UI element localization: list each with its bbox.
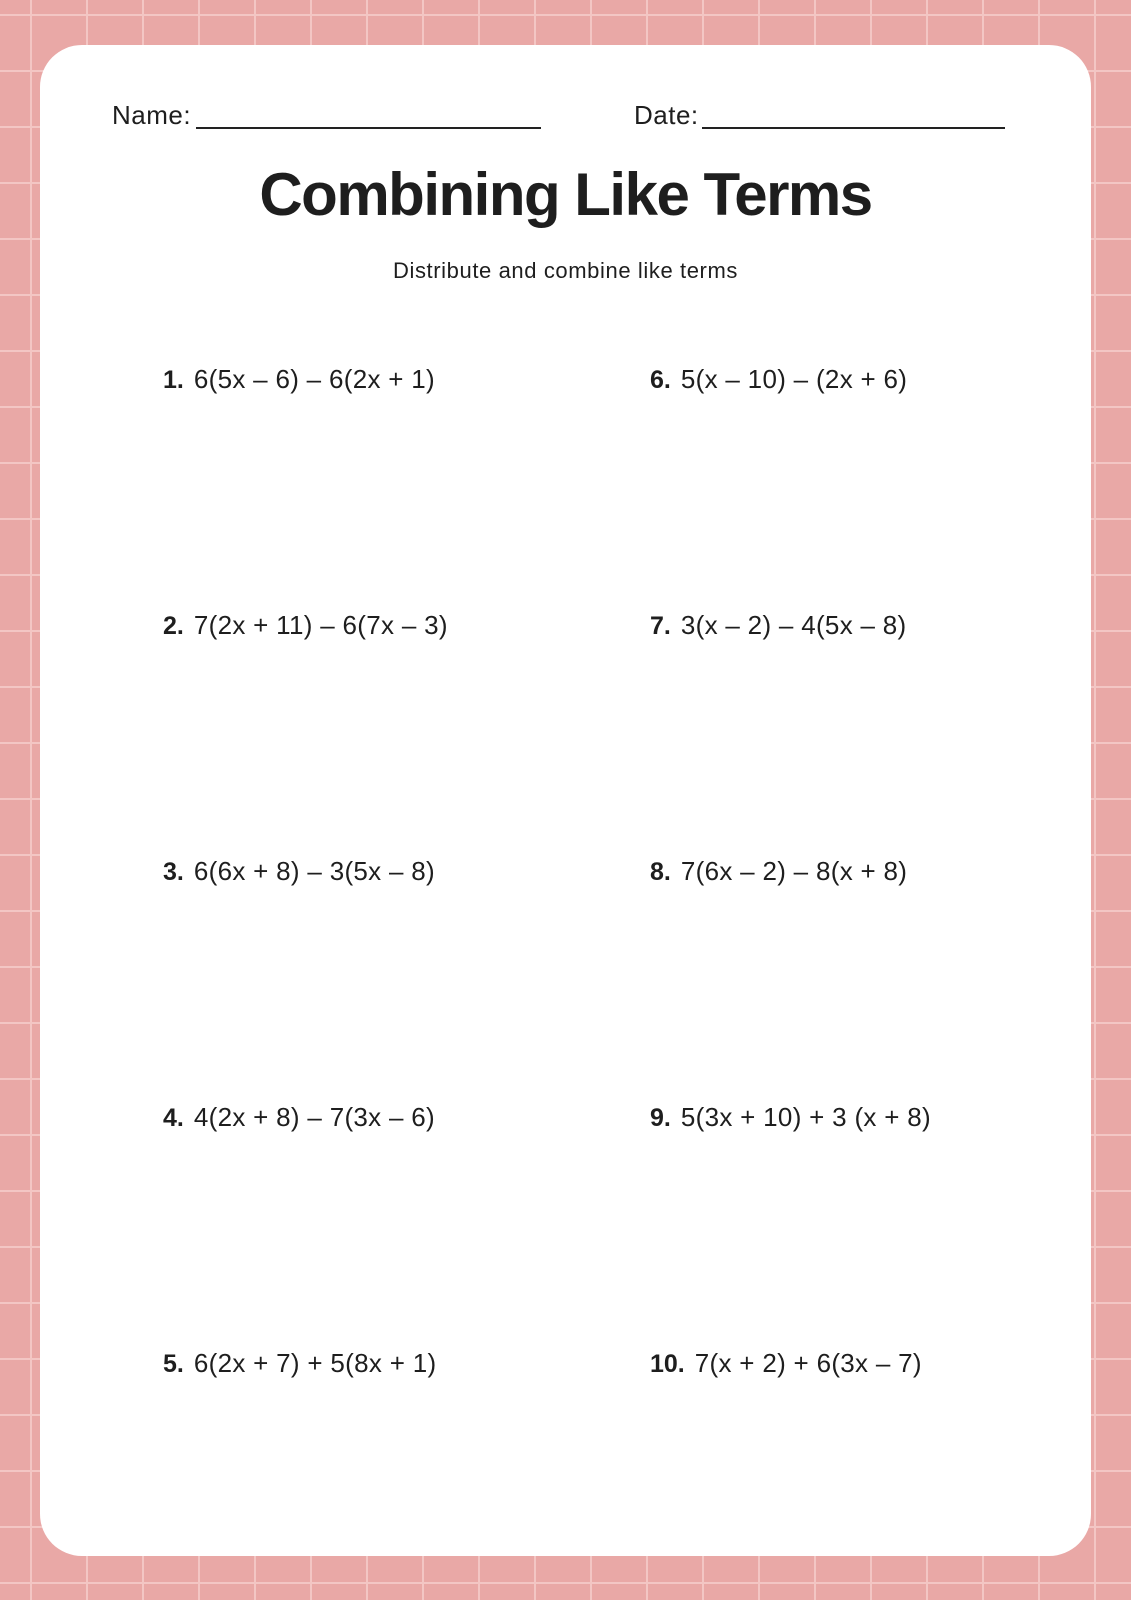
problem-expression: 6(2x + 7) + 5(8x + 1) bbox=[193, 1348, 437, 1378]
problem-item-1 bbox=[163, 364, 435, 395]
worksheet-subtitle: Distribute and combine like terms bbox=[392, 258, 739, 283]
worksheet-title: Combining Like Terms bbox=[259, 161, 872, 228]
problem-expression: 7(x + 2) + 6(3x – 7) bbox=[694, 1348, 922, 1378]
name-label: Name: bbox=[112, 100, 192, 130]
problem-number: 10. bbox=[650, 1350, 685, 1378]
problem-item-3 bbox=[163, 856, 435, 887]
problem-expression: 7(6x – 2) – 8(x + 8) bbox=[680, 856, 908, 886]
problem-expression: 7(2x + 11) – 6(7x – 3) bbox=[193, 610, 448, 640]
problem-expression: 6(5x – 6) – 6(2x + 1) bbox=[193, 364, 435, 394]
problem-number: 7. bbox=[650, 612, 671, 640]
problem-number: 2. bbox=[163, 612, 184, 640]
problem-number: 5. bbox=[163, 1350, 184, 1378]
problem-expression: 4(2x + 8) – 7(3x – 6) bbox=[193, 1102, 435, 1132]
problem-item-7 bbox=[650, 610, 907, 641]
problem-number: 9. bbox=[650, 1104, 671, 1132]
problem-number: 6. bbox=[650, 366, 671, 394]
problem-number: 3. bbox=[163, 858, 184, 886]
problem-item-4 bbox=[163, 1102, 435, 1133]
problem-item-5 bbox=[163, 1348, 436, 1379]
problem-item-9 bbox=[650, 1102, 931, 1133]
problem-expression: 5(x – 10) – (2x + 6) bbox=[680, 364, 908, 394]
problem-item-8 bbox=[650, 856, 907, 887]
problem-number: 8. bbox=[650, 858, 671, 886]
problem-item-10 bbox=[650, 1348, 922, 1379]
problem-expression: 6(6x + 8) – 3(5x – 8) bbox=[193, 856, 435, 886]
problem-item-6 bbox=[650, 364, 907, 395]
problem-number: 1. bbox=[163, 366, 184, 394]
date-line bbox=[702, 127, 1005, 129]
date-label: Date: bbox=[634, 100, 699, 130]
problem-number: 4. bbox=[163, 1104, 184, 1132]
problem-item-2 bbox=[163, 610, 448, 641]
problem-expression: 3(x – 2) – 4(5x – 8) bbox=[680, 610, 907, 640]
name-line bbox=[196, 127, 541, 129]
problem-expression: 5(3x + 10) + 3 (x + 8) bbox=[680, 1102, 931, 1132]
